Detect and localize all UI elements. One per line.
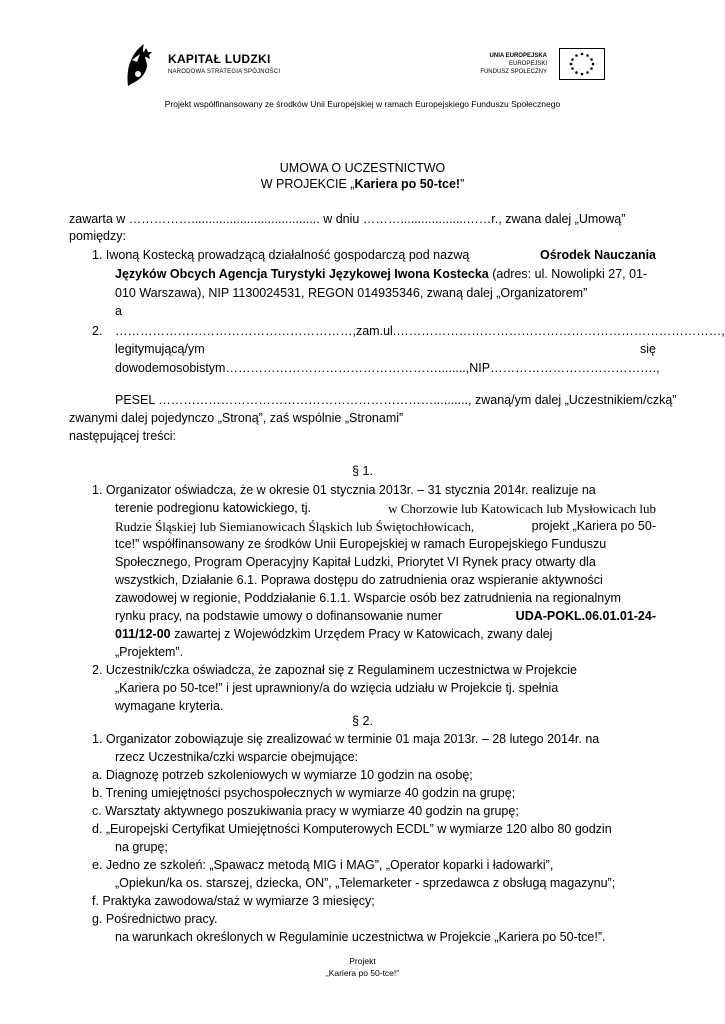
s2-item-e-line1: e. Jedno ze szkoleń: „Spawacz metodą MIG i MAG”, „Operator koparki i ładowarki”, — [92, 858, 554, 872]
s1-p2-line3: wymagane kryteria. — [115, 699, 224, 713]
s2-item-d-line2: na grupę; — [115, 840, 168, 854]
eu-line1: UNIA EUROPEJSKA — [489, 53, 547, 59]
parties-called — [69, 411, 403, 426]
content-label: następującej treści: — [69, 429, 177, 443]
s2-p1-line1: 1. Organizator zobowiązuje się zrealizować w terminie 01 maja 2013r. – 28 lutego 2014r. na — [92, 732, 600, 746]
s2-item-d-line1: d. „Europejski Certyfikat Umiejętności Komputerowych ECDL” w wymiarze 120 albo 80 godzin — [92, 822, 612, 836]
party2-line2 — [115, 342, 656, 357]
party2-resident: zam. — [355, 324, 384, 338]
concluded-line: zawarta w ……………..................................... w dniu ………...................……r., zwana dalej „Umową” — [69, 212, 626, 226]
party1-line3: 010 Warszawa), NIP 1130024531, REGON 014935346, zwaną dalej „Organizatorem” — [115, 286, 588, 300]
agreement-number-a: UDA-POKL.06.01.01-24- — [515, 609, 656, 623]
s1-p1-line9b: zawartej z Wojewódzkim Urzędem Pracy w Katowicach, zwany dalej — [170, 627, 553, 641]
document-title: UMOWA O UCZESTNICTWO — [279, 161, 446, 175]
party2-line3 — [115, 361, 660, 376]
kapital-ludzki-logo — [120, 40, 320, 88]
party1-company-name-a: Ośrodek Nauczania — [539, 248, 656, 262]
s2-item-a: a. Diagnozę potrzeb szkoleniowych w wymiarze 10 godzin na osobę; — [92, 768, 473, 782]
between-label: pomiędzy: — [69, 229, 126, 243]
party1-address: (adres: ul. Nowolipki 27, 01- — [488, 267, 648, 281]
s2-conditions: na warunkach określonych w Regulaminie uczestnictwa w Projekcie „Kariera po 50-tce!”. — [115, 930, 606, 944]
s1-p1-line6: wszystkich, Działanie 6.1. Poprawa dostępu do zatrudnienia oraz wspieranie aktywności — [115, 573, 603, 587]
agreement-number-b: 011/12-00 — [115, 627, 171, 641]
s1-p2-line1: 2. Uczestnik/czka oświadcza, że zapoznał się z Regulaminem uczestnictwa w Projekcie — [92, 663, 577, 677]
s1-p1-line2 — [115, 501, 656, 516]
s2-item-g: g. Pośrednictwo pracy. — [92, 912, 218, 926]
party2-number: 2. — [92, 324, 103, 338]
s2-item-e-line2: „Opiekun/ka os. starszej, dziecka, ON”, „Telemarketer - sprzedawca z obsługą magazynu”; — [115, 876, 616, 890]
party2-address-field: ……………………………………………………………………, — [396, 324, 725, 338]
s1-p1-line8a: rynku pracy, na podstawie umowy o dofinansowanie numer — [115, 609, 443, 623]
party1-company-name-b: Języków Obcych Agencja Turystyki Językowej Iwona Kostecka — [115, 267, 489, 281]
party2-line1 — [115, 324, 725, 339]
s1-p1-line7: zawodowej w regionie, Poddziałanie 6.1.1. Wsparcie osób bez zatrudnienia na regionalnym — [115, 591, 621, 605]
s1-p1-line3 — [115, 519, 656, 534]
logo-subtitle: NARODOWA STRATEGIA SPÓJNOŚCI — [168, 69, 281, 75]
section1-heading: § 1. — [352, 464, 373, 478]
kapital-ludzki-emblem-icon — [120, 40, 162, 88]
section2-heading: § 2. — [352, 714, 373, 728]
s1-p1-line8 — [115, 609, 656, 624]
page-footer — [0, 955, 725, 979]
eu-flag-icon — [559, 48, 605, 80]
s1-p1-line2b: w Chorzowie lub Katowicach lub Mysłowicach lub — [388, 501, 656, 516]
eu-text — [480, 52, 547, 76]
s1-p1-line2a: terenie podregionu katowickiego, tj. — [115, 501, 311, 515]
party2-self: się — [640, 342, 656, 356]
party1-line1 — [92, 248, 656, 263]
party1-line2 — [115, 267, 647, 282]
s2-p1-line2: rzecz Uczestnika/czki wsparcie obejmujące: — [115, 750, 359, 764]
s1-p1-line4: tce!” współfinansowany ze środków Unii Europejskiej w ramach Europejskiego Funduszu — [115, 537, 607, 551]
s1-p1-line1: 1. Organizator oświadcza, że w okresie 01 stycznia 2013r. – 31 stycznia 2014r. realizuje na — [92, 483, 596, 497]
party1-intro: 1. Iwoną Kostecką prowadzącą działalność gospodarczą pod nazwą — [92, 248, 470, 262]
party2-id-doc: dowodem — [115, 361, 170, 375]
project-title-suffix: ” — [460, 177, 465, 191]
logo-title: KAPITAŁ LUDZKI — [168, 52, 271, 66]
eu-logo — [465, 48, 605, 82]
project-title-prefix: W PROJEKCIE „ — [260, 177, 355, 191]
s1-p1-line2-wrap — [115, 501, 656, 516]
footer-line2: „Kariera po 50-tce!” — [325, 968, 400, 978]
party2-nip-field: …………………………………., — [490, 361, 660, 375]
cofinancing-note: Projekt współfinansowany ze środków Unii Europejskiej w ramach Europejskiego Funduszu Społecznego — [164, 99, 561, 109]
party2-id-holder: legitymującą/ym — [115, 342, 205, 356]
party2-street: ul. — [383, 324, 397, 338]
s1-p1-line3b: projekt „Kariera po 50- — [531, 519, 656, 533]
s1-p1-line5: Społecznego, Program Operacyjny Kapitał Ludzki, Priorytet VI Rynek pracy otwarty dla — [115, 555, 596, 569]
and-label: a — [115, 304, 122, 318]
footer-line1: Projekt — [349, 956, 376, 966]
party2-id-field: ……………………………………………........, — [225, 361, 470, 375]
s2-item-f: f. Praktyka zawodowa/staż w wymiarze 3 miesięcy; — [92, 894, 375, 908]
party2-id-doc-2: osobistym — [169, 361, 226, 375]
s1-p2-line2: „Kariera po 50-tce!” i jest uprawniony/a do wzięcia udziału w Projekcie tj. spełnia — [115, 681, 559, 695]
project-name: Kariera po 50-tce! — [354, 177, 461, 191]
eu-line3: FUNDUSZ SPOŁECZNY — [480, 69, 547, 75]
pesel-line: PESEL ………………………………………………………….........., zwaną/ym dalej „Uczestnikiem/czką” — [115, 393, 677, 407]
eu-line2: EUROPEJSKI — [508, 61, 547, 67]
s1-p1-line3a: Rudzie Śląskiej lub Siemianowicach Śląskich lub Świętochłowicach, — [115, 519, 475, 534]
parties-called-text: zwanymi dalej pojedynczo „Stroną”, zaś wspólnie „Stronami” — [69, 411, 404, 425]
s1-p1-line10: „Projektem”. — [115, 645, 184, 659]
project-title — [0, 177, 725, 191]
s1-p1-line9 — [115, 627, 552, 642]
s2-item-c: c. Warsztaty aktywnego poszukiwania pracy w wymiarze 40 godzin na grupę; — [92, 804, 519, 818]
party2-name-field: …………………………………………………, — [115, 324, 356, 338]
s2-item-b: b. Trening umiejętności psychospołecznych w wymiarze 40 godzin na grupę; — [92, 786, 516, 800]
party2-nip-label: NIP — [469, 361, 491, 375]
